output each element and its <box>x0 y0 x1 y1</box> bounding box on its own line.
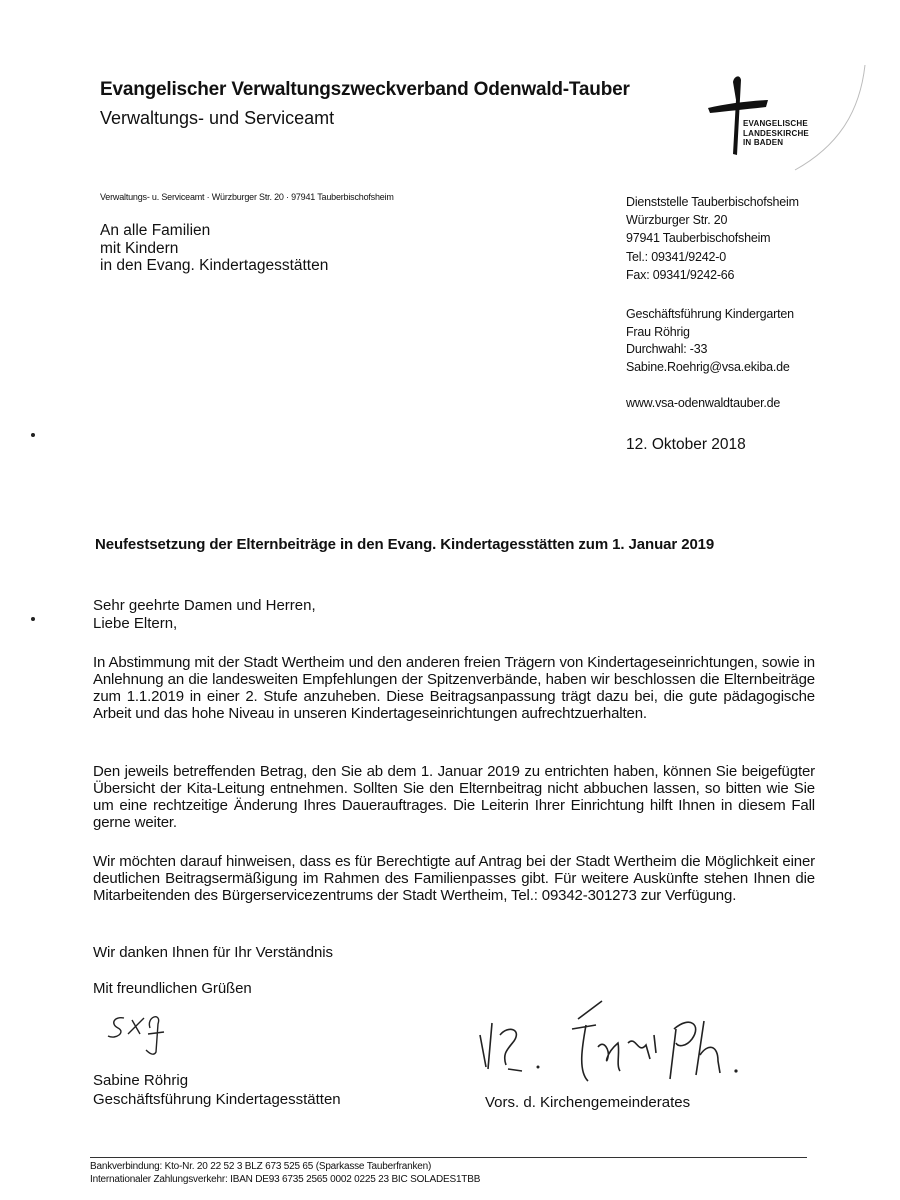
closing-greeting: Mit freundlichen Grüßen <box>93 980 252 997</box>
office-fax: Fax: 09341/9242-66 <box>626 267 735 282</box>
signatory-role: Geschäftsführung Kindertagesstätten <box>93 1091 341 1108</box>
phone-extension: Durchwahl: -33 <box>626 342 708 356</box>
footer-divider <box>90 1157 807 1158</box>
body-paragraph: In Abstimmung mit der Stadt Wertheim und den anderen freien Trägern von Kindertageseinrichtungen, sowie in Anlehnung an die landesweiten Empfehlungen der Spitzenverbände, haben wir beschlossen die Elternbeiträge zum 1.1.2019 in einer 2. Stufe anzuheben. Diese Beitragsanpassung trägt dazu bei, die gute pädagogische Arbeit und das hohe Niveau in unseren Kindertageseinrichtungen aufrechtzuerhalten. <box>93 654 815 722</box>
recipient-line: in den Evang. Kindertagesstätten <box>100 257 329 274</box>
organization-name: Evangelischer Verwaltungszweckverband Odenwald-Tauber <box>100 79 630 100</box>
body-paragraph: Den jeweils betreffenden Betrag, den Sie ab dem 1. Januar 2019 zu entrichten haben, können Sie beigefügter Übersicht der Kita-Leitung entnehmen. Sollten Sie den Elternbeitrag nicht abbuchen lassen, so bitten wie Sie um eine rechtzeitige Änderung Ihres Dauerauftrages. Die Leiterin Ihrer Einrichtung hilft Ihnen in diesem Fall gerne weiter. <box>93 763 815 831</box>
signatory-name: Sabine Röhrig <box>93 1072 189 1089</box>
recipient-line: An alle Familien <box>100 222 211 239</box>
office-city: 97941 Tauberbischofsheim <box>626 231 771 246</box>
sender-address-line: Verwaltungs- u. Serviceamt · Würzburger Str. 20 · 97941 Tauberbischofsheim <box>100 192 394 202</box>
handwritten-signature <box>478 995 748 1085</box>
thanks-line: Wir danken Ihnen für Ihr Verständnis <box>93 944 333 961</box>
handwritten-signature <box>106 1008 176 1060</box>
punch-hole-mark <box>31 433 35 437</box>
church-logo-text: EVANGELISCHE LANDESKIRCHE IN BADEN <box>743 119 809 147</box>
punch-hole-mark <box>31 617 35 621</box>
international-bank-details: Internationaler Zahlungsverkehr: IBAN DE93 6735 2565 0002 0225 23 BIC SOLADES1TBB <box>90 1174 481 1185</box>
letter-date: 12. Oktober 2018 <box>626 436 746 453</box>
recipient-address <box>100 222 328 275</box>
office-name: Dienststelle Tauberbischofsheim <box>626 195 799 209</box>
contact-email: Sabine.Roehrig@vsa.ekiba.de <box>626 359 790 374</box>
organization-subtitle: Verwaltungs- und Serviceamt <box>100 108 335 128</box>
second-signatory-role: Vors. d. Kirchengemeinderates <box>485 1094 691 1111</box>
letter-subject: Neufestsetzung der Elternbeiträge in den Evang. Kindertagesstätten zum 1. Januar 2019 <box>95 536 715 553</box>
body-paragraph: Wir möchten darauf hinweisen, dass es für Berechtigte auf Antrag bei der Stadt Wertheim die Möglichkeit einer deutlichen Beitragsermäßigung im Rahmen des Familienpasses gibt. Für weitere Auskünfte stehen Ihnen die Mitarbeitenden des Bürgerservicezentrums der Stadt Wertheim, Tel.: 09342-301273 zur Verfügung. <box>93 853 815 904</box>
contact-person: Frau Röhrig <box>626 324 690 339</box>
office-street: Würzburger Str. 20 <box>626 213 728 228</box>
salutation: Sehr geehrte Damen und Herren, Liebe Eltern, <box>93 597 316 632</box>
recipient-line: mit Kindern <box>100 239 179 257</box>
signatory-block <box>93 1071 341 1109</box>
website-link: www.vsa-odenwaldtauber.de <box>626 396 781 410</box>
bank-footer <box>90 1160 480 1186</box>
contact-block <box>626 193 799 284</box>
department: Geschäftsführung Kindergarten <box>626 307 794 321</box>
contact-person-block <box>626 306 794 376</box>
bank-details: Bankverbindung: Kto-Nr. 20 22 52 3 BLZ 673 525 65 (Sparkasse Tauberfranken) <box>90 1161 432 1172</box>
office-phone: Tel.: 09341/9242-0 <box>626 249 726 264</box>
